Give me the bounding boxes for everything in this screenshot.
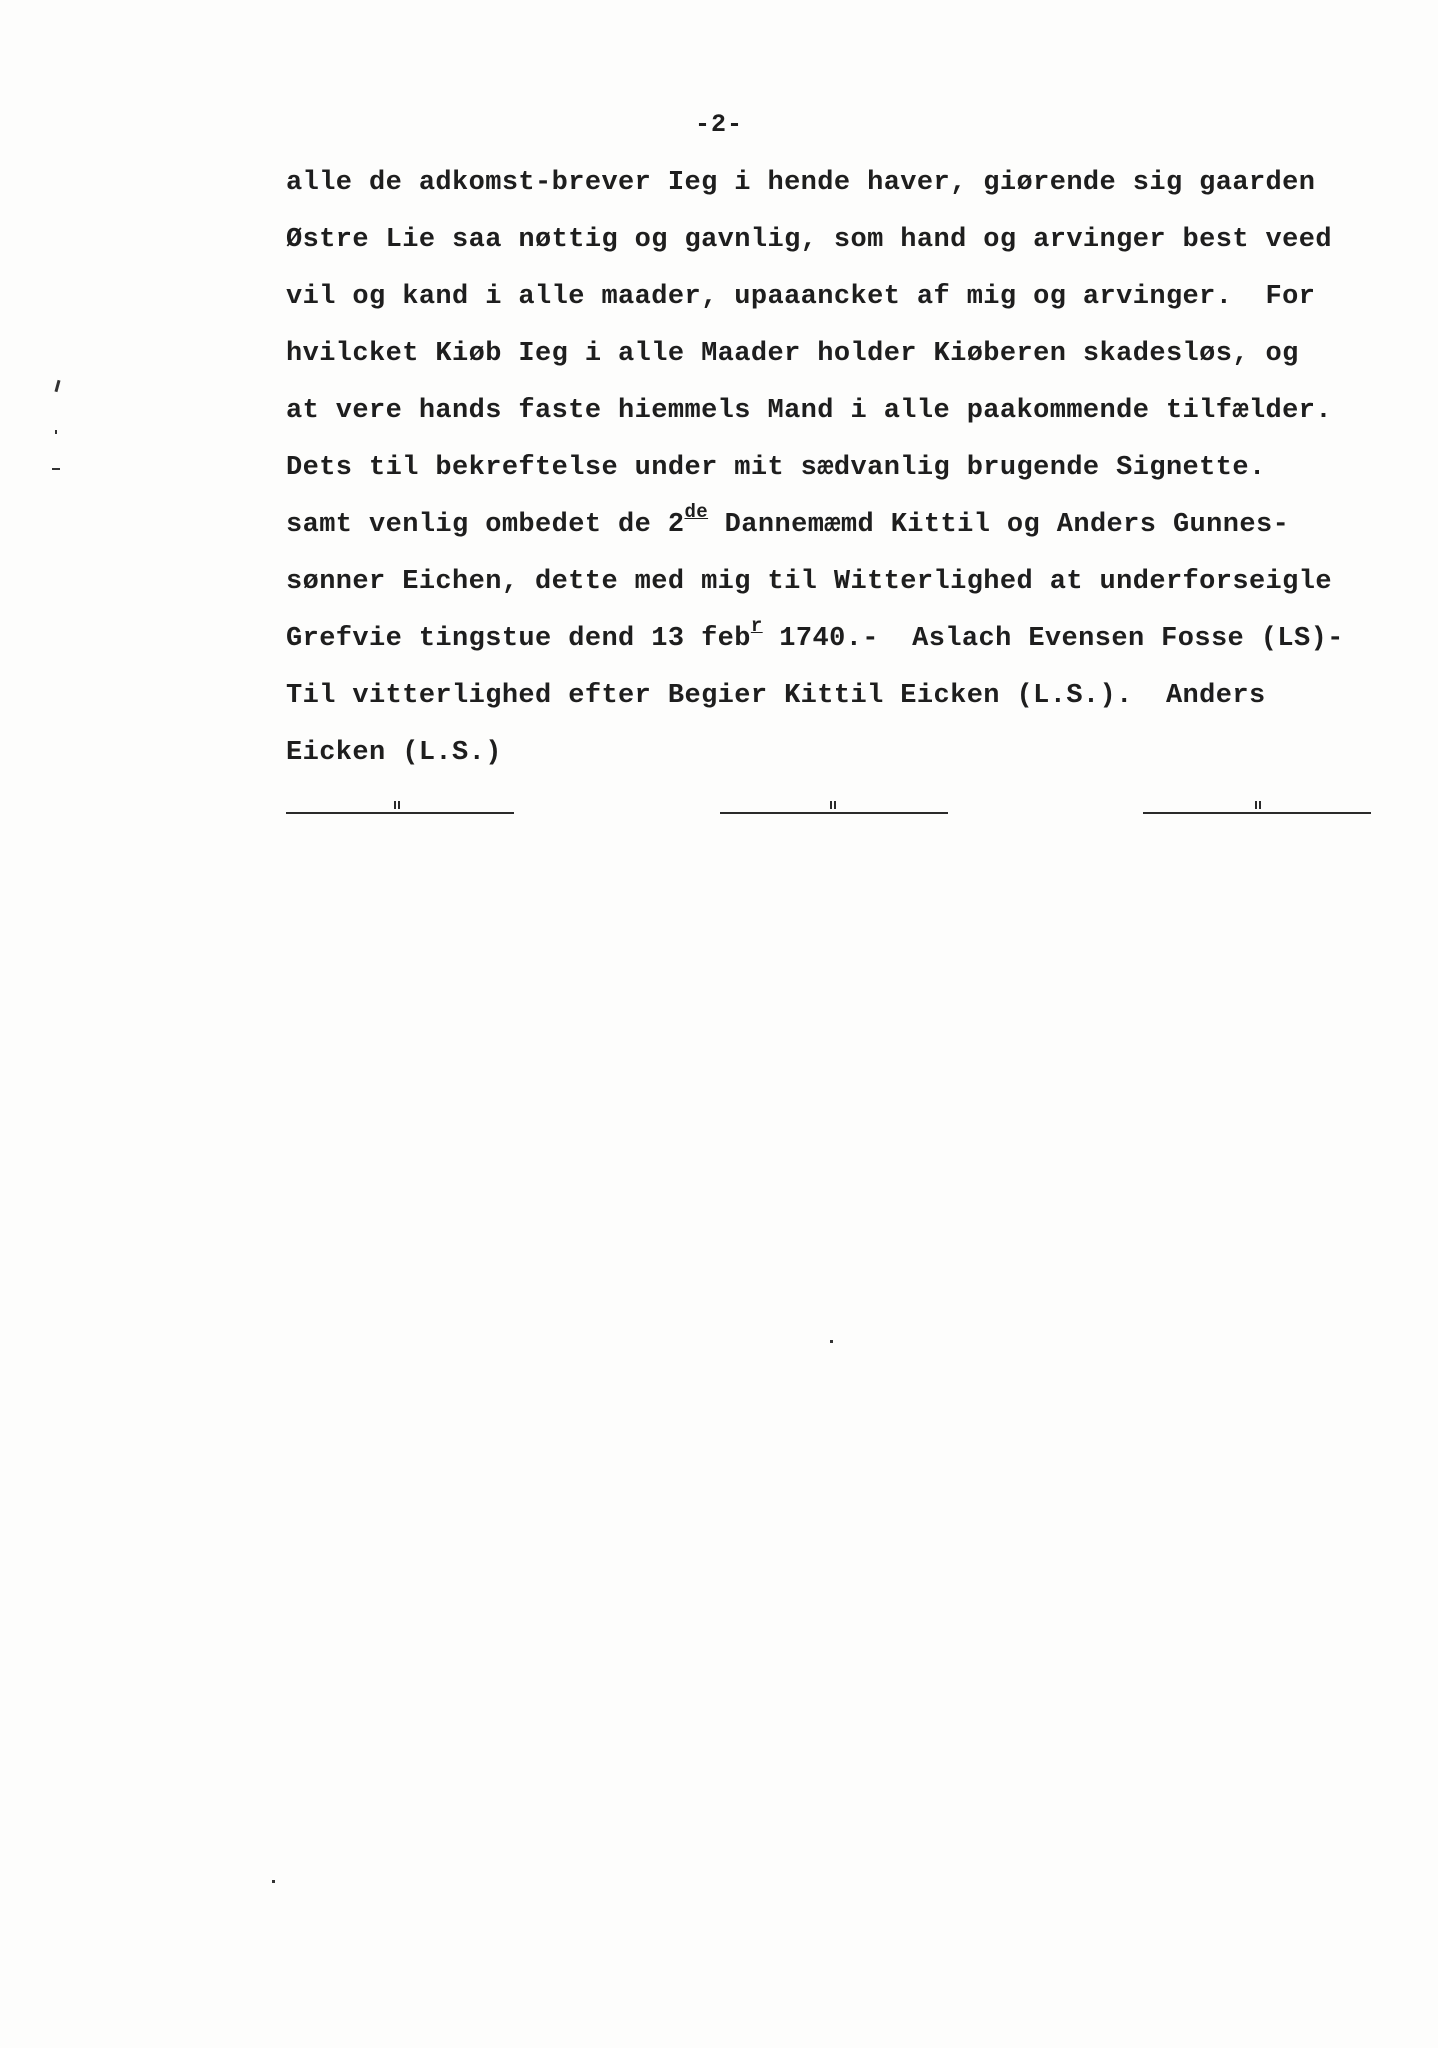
margin-mark: [272, 1880, 275, 1883]
superscript: r: [750, 615, 763, 637]
text-line-2: Østre Lie saa nøttig og gavnlig, som hand og arvinger best veed: [286, 225, 1332, 255]
section-divider-left: [286, 812, 514, 814]
section-divider-center: [720, 812, 948, 814]
text-line-7: samt venlig ombedet de 2de Dannemæmd Kittil og Anders Gunnes-: [286, 501, 1290, 540]
text-line-6: Dets til bekreftelse under mit sædvanlig brugende Signette.: [286, 453, 1266, 483]
text-line-5: at vere hands faste hiemmels Mand i alle paakommende tilfælder.: [286, 396, 1332, 426]
margin-mark: [830, 1340, 833, 1343]
page-number: -2-: [694, 110, 743, 139]
transcription-text: [286, 155, 1406, 782]
text-line-10: Til vitterlighed efter Begier Kittil Eicken (L.S.). Anders: [286, 681, 1266, 711]
text-line-9: Grefvie tingstue dend 13 feb$^r$ 1740.- Aslach Evensen Fosse (LS)-: [286, 615, 1344, 654]
margin-mark: [54, 380, 60, 392]
section-divider-right: [1143, 812, 1371, 814]
superscript: de: [684, 501, 709, 523]
text-line-11: Eicken (L.S.): [286, 738, 502, 768]
text-line-3: vil og kand i alle maader, upaaancket af mig og arvinger. For: [286, 282, 1316, 312]
text-line-8: sønner Eichen, dette med mig til Witterlighed at underforseigle: [286, 567, 1332, 597]
margin-mark: [55, 430, 57, 434]
text-line-4: hvilcket Kiøb Ieg i alle Maader holder Kiøberen skadesløs, og: [286, 339, 1299, 369]
text-line-1: alle de adkomst-brever Ieg i hende haver, giørende sig gaarden: [286, 168, 1316, 198]
margin-mark: [52, 468, 60, 470]
